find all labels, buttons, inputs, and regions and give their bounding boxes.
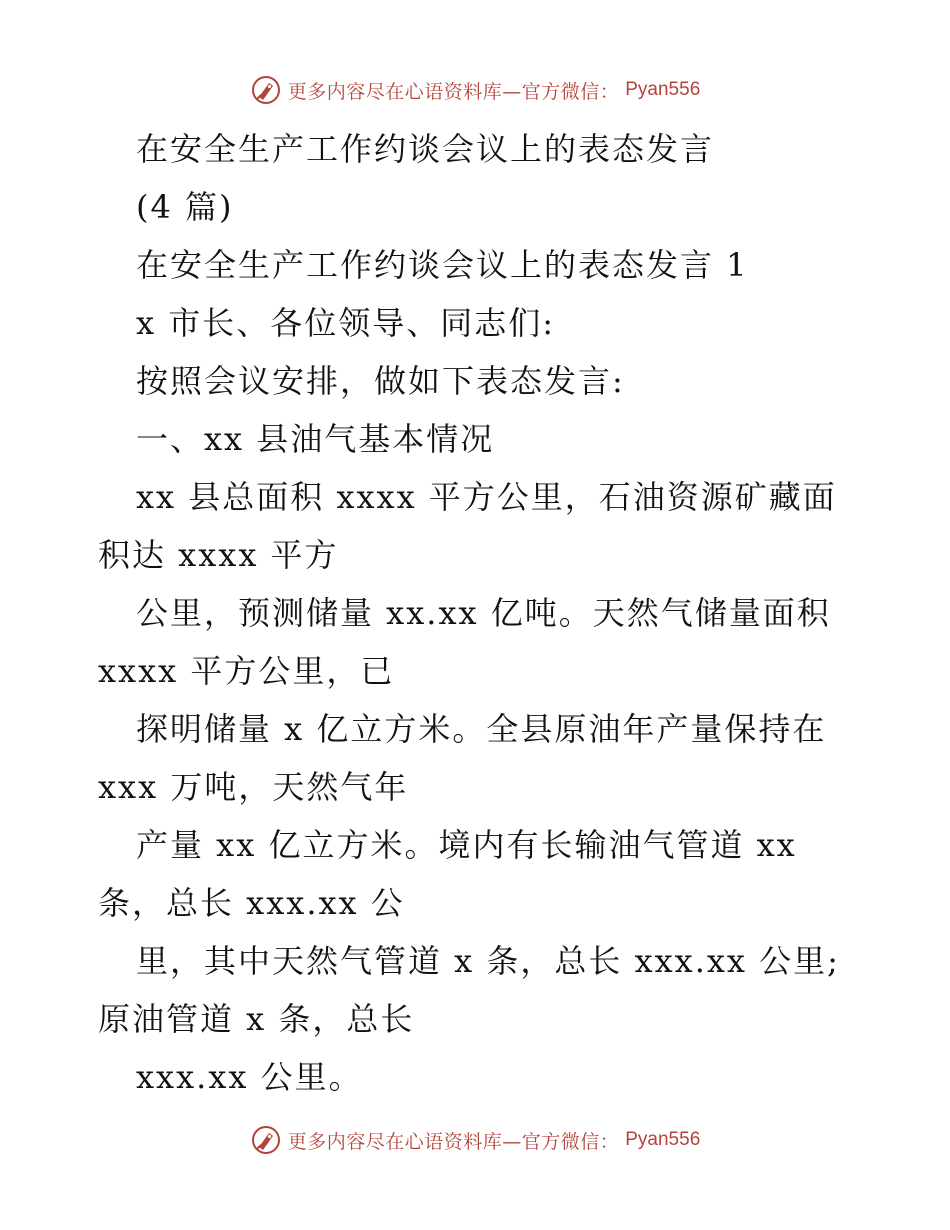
body-line: xxxx 平方公里，已 <box>98 652 395 690</box>
body-line: 公里，预测储量 xx.xx 亿吨。天然气储量面积 <box>136 594 831 632</box>
salutation: x 市长、各位领导、同志们: <box>136 304 556 342</box>
body-line: 产量 xx 亿立方米。境内有长输油气管道 xx <box>136 826 797 864</box>
body-line: xxx 万吨，天然气年 <box>98 768 409 806</box>
heading-1: 一、xx 县油气基本情况 <box>136 420 495 458</box>
body-line: 探明储量 x 亿立方米。全县原油年产量保持在 <box>136 710 827 748</box>
watermark-header <box>0 72 950 108</box>
body-line: 条，总长 xxx.xx 公 <box>98 884 405 922</box>
section-title: 在安全生产工作约谈会议上的表态发言 1 <box>136 246 749 284</box>
intro-paragraph: 按照会议安排，做如下表态发言: <box>136 362 625 400</box>
pen-nib-circle-icon <box>250 74 282 106</box>
watermark-footer <box>0 1122 950 1158</box>
document-title-line-1: 在安全生产工作约谈会议上的表态发言 <box>136 130 715 168</box>
watermark-wechat-id: Pyan556 <box>625 1129 701 1150</box>
body-line: 里，其中天然气管道 x 条，总长 xxx.xx 公里; <box>136 942 840 980</box>
body-line: 积达 xxxx 平方 <box>98 536 339 574</box>
body-line: 原油管道 x 条，总长 <box>98 1000 415 1038</box>
watermark-text: 更多内容尽在心语资料库—官方微信： <box>287 80 620 103</box>
pen-nib-circle-icon <box>250 1124 282 1156</box>
body-line: xxx.xx 公里。 <box>136 1058 363 1096</box>
watermark-wechat-id: Pyan556 <box>625 79 701 100</box>
body-line: xx 县总面积 xxxx 平方公里，石油资源矿藏面 <box>136 478 837 516</box>
document-title-line-2: (4 篇) <box>136 188 234 226</box>
watermark-text: 更多内容尽在心语资料库—官方微信： <box>287 1130 620 1153</box>
